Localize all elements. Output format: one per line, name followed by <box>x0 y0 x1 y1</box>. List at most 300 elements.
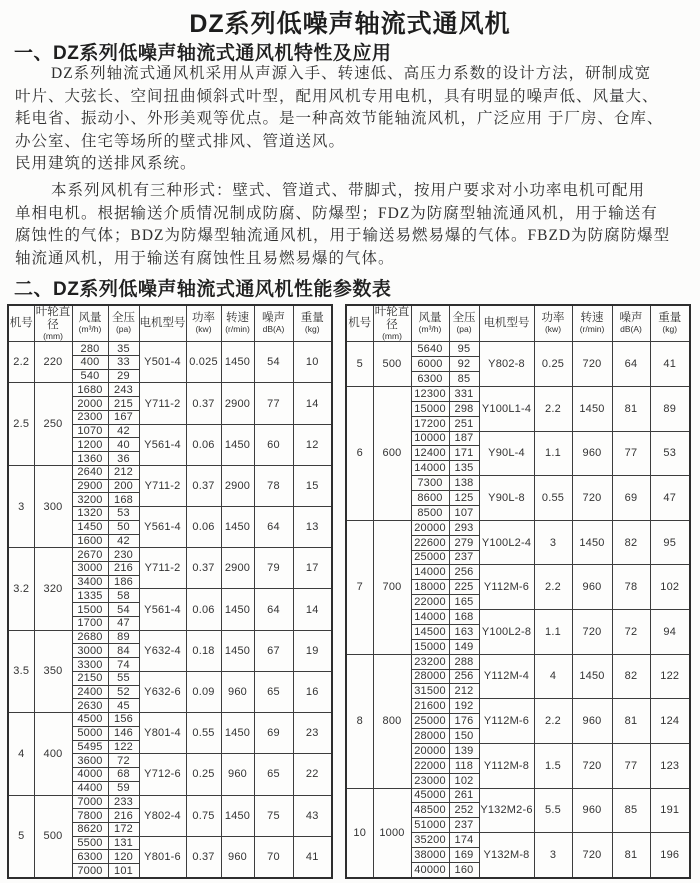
air-flow: 7000 <box>72 795 108 809</box>
total-pressure: 74 <box>108 658 139 672</box>
total-pressure: 156 <box>108 713 139 727</box>
noise: 78 <box>254 465 293 506</box>
air-flow: 28000 <box>411 729 449 744</box>
speed: 1450 <box>221 507 254 548</box>
air-flow: 3200 <box>72 493 108 507</box>
total-pressure: 169 <box>449 848 479 863</box>
power: 2.2 <box>534 699 572 744</box>
column-header-unit: (kw) <box>544 324 562 335</box>
total-pressure: 176 <box>449 714 479 729</box>
motor-model: Y112M-4 <box>479 654 534 699</box>
noise: 69 <box>254 713 293 754</box>
column-header-unit: (mm) <box>43 330 63 341</box>
total-pressure: 35 <box>108 342 139 356</box>
total-pressure: 138 <box>449 476 479 491</box>
weight: 23 <box>293 713 332 754</box>
table-row <box>8 342 332 356</box>
air-flow: 1335 <box>72 589 108 603</box>
air-flow: 14000 <box>411 610 449 625</box>
weight: 15 <box>293 465 332 506</box>
column-header-label: 功率 <box>192 312 215 325</box>
motor-model: Y90L-8 <box>479 476 534 521</box>
total-pressure: 237 <box>449 550 479 565</box>
total-pressure: 212 <box>108 465 139 479</box>
air-flow: 28000 <box>411 669 449 684</box>
impeller-diameter: 700 <box>373 520 411 654</box>
table-row <box>8 630 332 644</box>
air-flow: 2300 <box>72 410 108 424</box>
air-flow: 2000 <box>72 397 108 411</box>
weight: 41 <box>650 342 690 387</box>
power: 0.18 <box>186 630 221 671</box>
air-flow: 18000 <box>411 580 449 595</box>
table-row <box>8 713 332 727</box>
air-flow: 4500 <box>72 713 108 727</box>
air-flow: 10000 <box>411 431 449 446</box>
column-header <box>346 305 373 342</box>
total-pressure: 120 <box>108 850 139 864</box>
power: 0.75 <box>186 795 221 836</box>
power: 2.2 <box>534 386 572 431</box>
total-pressure: 33 <box>108 356 139 370</box>
speed: 720 <box>572 743 612 788</box>
model-no: 8 <box>346 654 373 788</box>
air-flow: 2670 <box>72 548 108 562</box>
header-row <box>8 305 332 342</box>
power: 0.025 <box>186 342 221 383</box>
weight: 43 <box>293 795 332 836</box>
noise: 77 <box>254 383 293 424</box>
air-flow: 3000 <box>72 562 108 576</box>
total-pressure: 168 <box>108 493 139 507</box>
motor-model: Y112M-6 <box>479 699 534 744</box>
motor-model: Y801-4 <box>139 713 186 754</box>
air-flow: 6300 <box>411 372 449 387</box>
air-flow: 3000 <box>72 644 108 658</box>
total-pressure: 53 <box>108 507 139 521</box>
column-header <box>572 305 612 342</box>
impeller-diameter: 320 <box>34 548 72 630</box>
total-pressure: 42 <box>108 534 139 548</box>
power: 1.1 <box>534 431 572 476</box>
weight: 14 <box>293 383 332 424</box>
speed: 1450 <box>221 589 254 630</box>
performance-table-left <box>7 304 331 879</box>
text-line: 腐蚀性的气体；BDZ为防爆型轴流通风机，用于输送易燃易爆的气体。FBZD为防腐防爆型 <box>15 227 671 244</box>
column-header-unit: (pa) <box>456 324 472 335</box>
air-flow: 1360 <box>72 452 108 466</box>
column-header-label: 叶轮直径 <box>35 306 71 331</box>
total-pressure: 187 <box>449 431 479 446</box>
column-header-unit: dB(A) <box>262 324 285 335</box>
motor-model: Y132M-8 <box>479 833 534 878</box>
total-pressure: 89 <box>108 630 139 644</box>
speed: 1450 <box>221 713 254 754</box>
motor-model: Y801-6 <box>139 836 186 878</box>
speed: 720 <box>572 476 612 521</box>
weight: 89 <box>650 386 690 431</box>
air-flow: 23000 <box>411 773 449 788</box>
total-pressure: 216 <box>108 562 139 576</box>
model-no: 5 <box>346 342 373 387</box>
column-header-unit: (r/min) <box>579 324 605 335</box>
noise: 64 <box>254 589 293 630</box>
total-pressure: 139 <box>449 743 479 758</box>
text-line: 办公室、住宅等场所的壁式排风、管道送风。 <box>15 132 346 150</box>
total-pressure: 331 <box>449 386 479 401</box>
weight: 95 <box>650 520 690 565</box>
total-pressure: 36 <box>108 452 139 466</box>
air-flow: 31500 <box>411 684 449 699</box>
air-flow: 20000 <box>411 520 449 535</box>
total-pressure: 261 <box>449 788 479 803</box>
column-header-label: 重量 <box>658 312 682 325</box>
total-pressure: 192 <box>449 699 479 714</box>
speed: 720 <box>572 610 612 655</box>
air-flow: 1700 <box>72 616 108 630</box>
speed: 2900 <box>221 383 254 424</box>
total-pressure: 293 <box>449 520 479 535</box>
noise: 75 <box>254 795 293 836</box>
speed: 1450 <box>221 630 254 671</box>
air-flow: 8600 <box>411 491 449 506</box>
weight: 94 <box>650 610 690 655</box>
noise: 79 <box>254 548 293 589</box>
speed: 1450 <box>572 386 612 431</box>
total-pressure: 149 <box>449 639 479 654</box>
air-flow: 4000 <box>72 768 108 782</box>
weight: 13 <box>293 507 332 548</box>
total-pressure: 186 <box>108 575 139 589</box>
column-header <box>479 305 534 342</box>
power: 0.06 <box>186 424 221 465</box>
speed: 960 <box>221 754 254 795</box>
column-header-unit: (m³/h) <box>78 324 102 335</box>
motor-model: Y802-8 <box>479 342 534 387</box>
air-flow: 280 <box>72 342 108 356</box>
power: 0.06 <box>186 589 221 630</box>
motor-model: Y501-4 <box>139 342 186 383</box>
air-flow: 1320 <box>72 507 108 521</box>
power: 0.55 <box>186 713 221 754</box>
power: 1.1 <box>534 610 572 655</box>
noise: 70 <box>254 836 293 878</box>
power: 0.37 <box>186 465 221 506</box>
noise: 64 <box>612 342 650 387</box>
column-header <box>449 305 479 342</box>
table-row <box>8 548 332 562</box>
noise: 78 <box>612 565 650 610</box>
table-row <box>8 795 332 809</box>
noise: 85 <box>612 788 650 833</box>
air-flow: 1600 <box>72 534 108 548</box>
motor-model: Y561-4 <box>139 507 186 548</box>
total-pressure: 165 <box>449 595 479 610</box>
table-row <box>346 654 690 669</box>
speed: 960 <box>221 671 254 712</box>
document-title: DZ系列低噪声轴流式通风机 <box>189 10 511 38</box>
motor-model: Y712-6 <box>139 754 186 795</box>
air-flow: 48500 <box>411 803 449 818</box>
power: 0.25 <box>186 754 221 795</box>
total-pressure: 84 <box>108 644 139 658</box>
features-paragraph <box>15 63 689 176</box>
total-pressure: 215 <box>108 397 139 411</box>
air-flow: 45000 <box>411 788 449 803</box>
column-header-unit: (pa) <box>115 324 132 335</box>
air-flow: 6000 <box>411 357 449 372</box>
weight: 124 <box>650 699 690 744</box>
air-flow: 2630 <box>72 699 108 713</box>
motor-model: Y711-2 <box>139 548 186 589</box>
model-no: 3 <box>8 465 34 547</box>
noise: 81 <box>612 386 650 431</box>
total-pressure: 45 <box>108 699 139 713</box>
weight: 17 <box>293 548 332 589</box>
air-flow: 14000 <box>411 461 449 476</box>
air-flow: 2400 <box>72 685 108 699</box>
column-header <box>139 305 186 342</box>
weight: 196 <box>650 833 690 878</box>
speed: 1450 <box>221 342 254 383</box>
speed: 960 <box>572 699 612 744</box>
air-flow: 22600 <box>411 535 449 550</box>
noise: 54 <box>254 342 293 383</box>
text-line: 本系列风机有三种形式：壁式、管道式、带脚式，按用户要求对小功率电机可配用 <box>51 182 646 199</box>
power: 0.25 <box>534 342 572 387</box>
model-no: 5 <box>8 795 34 878</box>
total-pressure: 298 <box>449 401 479 416</box>
column-header-unit: dB(A) <box>620 324 642 335</box>
column-header-label: 全压 <box>112 312 135 325</box>
total-pressure: 167 <box>108 410 139 424</box>
section-heading-features: 一、DZ系列低噪声轴流式通风机特性及应用 <box>14 43 392 64</box>
air-flow: 5495 <box>72 740 108 754</box>
total-pressure: 168 <box>449 610 479 625</box>
air-flow: 540 <box>72 369 108 383</box>
total-pressure: 50 <box>108 520 139 534</box>
noise: 64 <box>254 507 293 548</box>
air-flow: 25000 <box>411 714 449 729</box>
air-flow: 6300 <box>72 850 108 864</box>
column-header-label: 叶轮直径 <box>374 306 410 331</box>
speed: 1450 <box>572 654 612 699</box>
column-header <box>186 305 221 342</box>
model-no: 3.5 <box>8 630 34 712</box>
total-pressure: 251 <box>449 416 479 431</box>
total-pressure: 131 <box>108 836 139 850</box>
air-flow: 38000 <box>411 848 449 863</box>
air-flow: 7000 <box>72 864 108 878</box>
total-pressure: 160 <box>449 862 479 878</box>
noise: 60 <box>254 424 293 465</box>
section-heading-performance: 二、DZ系列低噪声轴流式通风机性能参数表 <box>14 279 392 300</box>
air-flow: 14500 <box>411 624 449 639</box>
air-flow: 1200 <box>72 438 108 452</box>
total-pressure: 58 <box>108 589 139 603</box>
impeller-diameter: 300 <box>34 465 72 547</box>
weight: 47 <box>650 476 690 521</box>
impeller-diameter: 250 <box>34 383 72 465</box>
text-line: 叶片、大弦长、空间扭曲倾斜式叶型，配用风机专用电机，具有明显的噪声低、风量大、 <box>15 87 659 105</box>
air-flow: 2680 <box>72 630 108 644</box>
table-row <box>8 383 332 397</box>
model-no: 3.2 <box>8 548 34 630</box>
impeller-diameter: 600 <box>373 386 411 520</box>
total-pressure: 256 <box>449 669 479 684</box>
text-line: 民用建筑的送排风系统。 <box>15 155 197 172</box>
column-header-unit: (r/min) <box>225 324 250 335</box>
speed: 2900 <box>221 465 254 506</box>
air-flow: 400 <box>72 356 108 370</box>
motor-model: Y711-2 <box>139 465 186 506</box>
air-flow: 5500 <box>72 836 108 850</box>
column-header <box>108 305 139 342</box>
total-pressure: 216 <box>108 809 139 823</box>
air-flow: 21600 <box>411 699 449 714</box>
weight: 123 <box>650 743 690 788</box>
column-header-unit: (kw) <box>195 324 212 335</box>
noise: 77 <box>612 431 650 476</box>
model-no: 2.2 <box>8 342 34 383</box>
air-flow: 14000 <box>411 565 449 580</box>
column-header-unit: (kg) <box>304 324 320 335</box>
column-header <box>650 305 690 342</box>
noise: 81 <box>612 833 650 878</box>
total-pressure: 40 <box>108 438 139 452</box>
air-flow: 7300 <box>411 476 449 491</box>
speed: 1450 <box>221 795 254 836</box>
header-row <box>346 305 690 342</box>
column-header-label: 重量 <box>300 312 324 325</box>
noise: 69 <box>612 476 650 521</box>
air-flow: 1680 <box>72 383 108 397</box>
impeller-diameter: 350 <box>34 630 72 712</box>
air-flow: 5000 <box>72 726 108 740</box>
table-row <box>346 520 690 535</box>
text-line: 单相电机。根据输送介质情况制成防腐、防爆型；FDZ为防腐型轴流通风机，用于输送有 <box>15 204 658 222</box>
air-flow: 8500 <box>411 505 449 520</box>
impeller-diameter: 400 <box>34 713 72 795</box>
noise: 82 <box>612 520 650 565</box>
total-pressure: 150 <box>449 729 479 744</box>
column-header-label: 电机型号 <box>483 317 530 330</box>
air-flow: 1500 <box>72 603 108 617</box>
total-pressure: 225 <box>449 580 479 595</box>
motor-model: Y561-4 <box>139 424 186 465</box>
weight: 122 <box>650 654 690 699</box>
total-pressure: 125 <box>449 491 479 506</box>
air-flow: 17200 <box>411 416 449 431</box>
total-pressure: 163 <box>449 624 479 639</box>
total-pressure: 92 <box>449 357 479 372</box>
air-flow: 5640 <box>411 342 449 357</box>
motor-model: Y100L2-8 <box>479 610 534 655</box>
total-pressure: 288 <box>449 654 479 669</box>
total-pressure: 200 <box>108 479 139 493</box>
model-no: 7 <box>346 520 373 654</box>
power: 1.5 <box>534 743 572 788</box>
total-pressure: 102 <box>449 773 479 788</box>
model-no: 6 <box>346 386 373 520</box>
model-no: 10 <box>346 788 373 878</box>
air-flow: 2150 <box>72 671 108 685</box>
air-flow: 2640 <box>72 465 108 479</box>
column-header-label: 功率 <box>541 312 565 325</box>
weight: 19 <box>293 630 332 671</box>
impeller-diameter: 500 <box>373 342 411 387</box>
column-header-label: 转速 <box>226 312 249 325</box>
total-pressure: 256 <box>449 565 479 580</box>
motor-model: Y561-4 <box>139 589 186 630</box>
total-pressure: 101 <box>108 864 139 878</box>
total-pressure: 42 <box>108 424 139 438</box>
column-header-label: 电机型号 <box>139 317 186 330</box>
table-row <box>346 342 690 357</box>
motor-model: Y632-6 <box>139 671 186 712</box>
air-flow: 22000 <box>411 595 449 610</box>
power: 0.37 <box>186 836 221 878</box>
performance-table-right <box>345 304 689 879</box>
power: 4 <box>534 654 572 699</box>
column-header <box>221 305 254 342</box>
performance-table <box>7 304 333 879</box>
air-flow: 51000 <box>411 818 449 833</box>
total-pressure: 237 <box>449 818 479 833</box>
total-pressure: 174 <box>449 833 479 848</box>
air-flow: 2900 <box>72 479 108 493</box>
table-row <box>346 788 690 803</box>
air-flow: 1070 <box>72 424 108 438</box>
speed: 720 <box>572 833 612 878</box>
table-row <box>8 465 332 479</box>
air-flow: 15000 <box>411 639 449 654</box>
impeller-diameter: 220 <box>34 342 72 383</box>
total-pressure: 59 <box>108 781 139 795</box>
total-pressure: 54 <box>108 603 139 617</box>
model-no: 2.5 <box>8 383 34 465</box>
motor-model: Y100L1-4 <box>479 386 534 431</box>
power: 0.55 <box>534 476 572 521</box>
noise: 65 <box>254 671 293 712</box>
text-line: 轴流通风机，用于输送有腐蚀性且易燃易爆的气体。 <box>15 249 395 267</box>
column-header <box>34 305 72 342</box>
air-flow: 25000 <box>411 550 449 565</box>
column-header-label: 机号 <box>9 317 33 330</box>
total-pressure: 85 <box>449 372 479 387</box>
noise: 67 <box>254 630 293 671</box>
air-flow: 3600 <box>72 754 108 768</box>
speed: 1450 <box>572 520 612 565</box>
power: 2.2 <box>534 565 572 610</box>
air-flow: 20000 <box>411 743 449 758</box>
air-flow: 4400 <box>72 781 108 795</box>
power: 0.06 <box>186 507 221 548</box>
total-pressure: 279 <box>449 535 479 550</box>
speed: 1450 <box>221 424 254 465</box>
column-header-label: 噪声 <box>262 312 285 325</box>
air-flow: 7800 <box>72 809 108 823</box>
weight: 53 <box>650 431 690 476</box>
weight: 12 <box>293 424 332 465</box>
power: 5.5 <box>534 788 572 833</box>
total-pressure: 72 <box>108 754 139 768</box>
speed: 960 <box>572 431 612 476</box>
text-line: DZ系列轴流式通风机采用从声源入手、转速低、高压力系数的设计方法，研制成宽 <box>51 65 652 82</box>
total-pressure: 118 <box>449 758 479 773</box>
motor-model: Y802-4 <box>139 795 186 836</box>
total-pressure: 47 <box>108 616 139 630</box>
